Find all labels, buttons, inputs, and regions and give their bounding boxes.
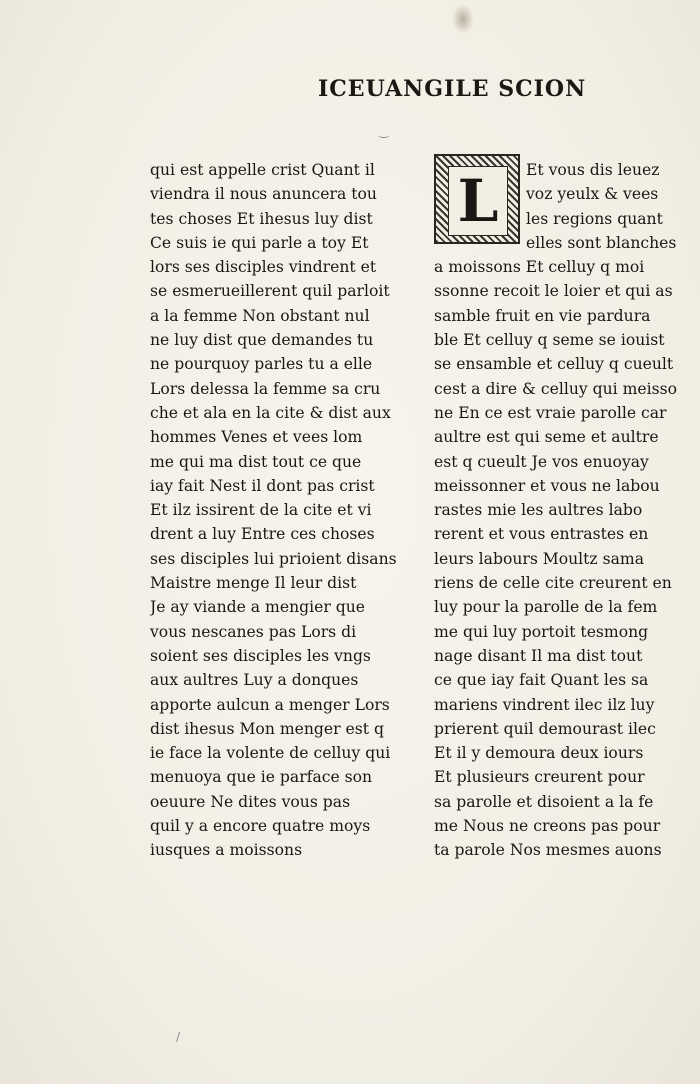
text-line: ce que iay fait Quant les sa	[434, 671, 649, 690]
text-line: se esmerueillerent quil parloit	[150, 282, 390, 301]
text-line: ssonne recoit le loier et qui as	[434, 282, 673, 301]
text-line: ie face la volente de celluy qui	[150, 744, 391, 763]
right-column	[434, 158, 699, 863]
text-line: ta parole Nos mesmes auons	[434, 841, 662, 860]
text-line: che et ala en la cite & dist aux	[150, 403, 391, 422]
text-line: tes choses Et ihesus luy dist	[150, 209, 373, 228]
text-line: ble Et celluy q seme se iouist	[434, 331, 665, 350]
initial-letter: L	[448, 166, 508, 236]
text-line: les regions quant	[526, 209, 663, 228]
text-line: est q cueult Je vos enuoyay	[434, 452, 649, 471]
text-line: soient ses disciples les vngs	[150, 646, 371, 665]
text-line: Et il y demoura deux iours	[434, 744, 644, 763]
left-column	[150, 158, 415, 863]
text-line: riens de celle cite creurent en	[434, 574, 672, 593]
text-line: nage disant Il ma dist tout	[434, 646, 643, 665]
text-line: drent a luy Entre ces choses	[150, 525, 375, 544]
text-line: lors ses disciples vindrent et	[150, 258, 377, 277]
text-line: Et ilz issirent de la cite et vi	[150, 501, 372, 520]
text-line: Je ay viande a mengier que	[150, 598, 365, 617]
text-line: ses disciples lui prioient disans	[150, 549, 397, 568]
text-line: cest a dire & celluy qui meisso	[434, 379, 677, 398]
text-line: Et vous dis leuez	[526, 161, 660, 179]
text-line: luy pour la parolle de la fem	[434, 598, 658, 617]
text-line: apporte aulcun a menger Lors	[150, 695, 390, 714]
ink-stain	[452, 4, 474, 34]
text-line: me qui luy portoit tesmong	[434, 622, 649, 641]
margin-mark: /	[176, 1030, 181, 1044]
text-line: ne luy dist que demandes tu	[150, 331, 374, 350]
text-line: ne En ce est vraie parolle car	[434, 403, 667, 422]
text-line: sa parolle et disoient a la fe	[434, 792, 654, 811]
text-line: hommes Venes et vees lom	[150, 428, 363, 447]
text-line: meissonner et vous ne labou	[434, 476, 660, 495]
text-line: quil y a encore quatre moys	[150, 817, 371, 836]
text-line: rerent et vous entrastes en	[434, 525, 649, 544]
text-line: iusques a moissons	[150, 841, 303, 860]
text-line: vous nescanes pas Lors di	[150, 622, 357, 641]
text-line: mariens vindrent ilec ilz luy	[434, 695, 655, 714]
text-line: Ce suis ie qui parle a toy Et	[150, 233, 369, 252]
text-line: voz yeulx & vees	[526, 185, 659, 204]
running-head: ICEUANGILE SCION	[318, 76, 587, 102]
text-line: Maistre menge Il leur dist	[150, 574, 357, 593]
text-line: dist ihesus Mon menger est q	[150, 719, 384, 738]
text-line: elles sont blanches	[526, 233, 677, 252]
margin-mark: ‿	[379, 124, 389, 138]
text-line: rastes mie les aultres labo	[434, 501, 643, 520]
text-line: qui est appelle crist Quant il	[150, 161, 375, 179]
text-line: se ensamble et celluy q cueult	[434, 355, 674, 374]
text-line: iay fait Nest il dont pas crist	[150, 476, 375, 495]
text-line: Et plusieurs creurent pour	[434, 768, 645, 787]
text-line: menuoya que ie parface son	[150, 768, 373, 787]
text-line: leurs labours Moultz sama	[434, 549, 644, 568]
text-line: viendra il nous anuncera tou	[150, 185, 377, 204]
text-line: me qui ma dist tout ce que	[150, 452, 362, 471]
text-line: a la femme Non obstant nul	[150, 306, 370, 325]
text-line: ne pourquoy parles tu a elle	[150, 355, 373, 374]
text-line: a moissons Et celluy q moi	[434, 258, 645, 277]
text-line: aux aultres Luy a donques	[150, 671, 359, 690]
text-line: samble fruit en vie pardura	[434, 306, 651, 325]
text-line: me Nous ne creons pas pour	[434, 817, 661, 836]
text-line: oeuure Ne dites vous pas	[150, 792, 351, 811]
text-line: Lors delessa la femme sa cru	[150, 379, 381, 398]
text-line: aultre est qui seme et aultre	[434, 428, 659, 447]
text-line: prierent quil demourast ilec	[434, 719, 656, 738]
